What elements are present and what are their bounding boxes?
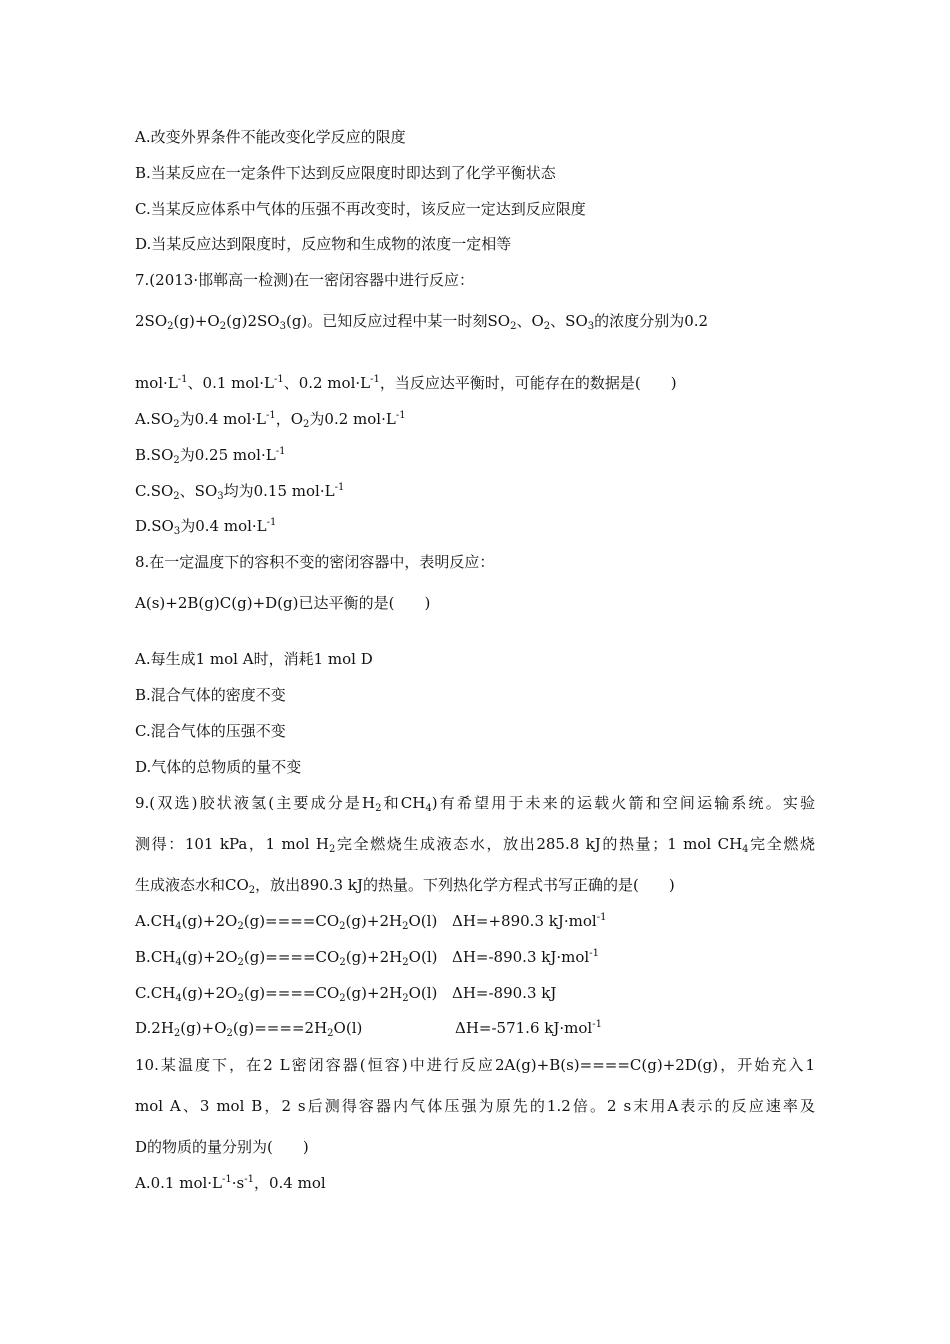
q9-option-d [135, 1018, 362, 1038]
q8-option-c: C.混合气体的压强不变 [135, 722, 286, 740]
q10-stem-line-2: mol A、3 mol B，2 s后测得容器内气体压强为原先的1.2倍。2 s末用A表示的反应速率及 [135, 1097, 815, 1115]
q9-option-b [135, 947, 437, 967]
q9-stem-line-1: 9.(双选)胶状液氢(主要成分是$H_2$和$CH_4$)有希望用于未来的运载火箭和空间运输系统。实验 [135, 794, 816, 814]
q8-option-d: D.气体的总物质的量不变 [135, 758, 302, 776]
q7-option-d: $D.SO_3$为0.4 $mol\cdot L^{-1}$ [135, 517, 277, 537]
q9-option-c [135, 983, 437, 1003]
q8-option-b: B.混合气体的密度不变 [135, 686, 286, 704]
q8-stem: 8.在一定温度下的容积不变的密闭容器中，表明反应： [135, 553, 495, 571]
q10-stem-line-1: 10.某温度下，在2 L密闭容器(恒容)中进行反应2A(g)+B(s)====C(g)+2D(g)，开始充入1 [135, 1056, 815, 1074]
q9-option-c-enthalpy: ΔH=-890.3 kJ [452, 984, 557, 1002]
q7-option-c: $C.SO_2$、$SO_3$均为0.15 $mol\cdot L^{-1}$ [135, 482, 345, 502]
q9-stem-line-3: 生成液态水和$CO_2$，放出890.3 kJ的热量。下列热化学方程式书写正确的是( ) [135, 876, 675, 896]
q6-option-b: B.当某反应在一定条件下达到反应限度时即达到了化学平衡状态 [135, 164, 556, 182]
q9-option-a-equation: $A.CH_4(g)+2O_2(g)====CO_2(g)+2H_2O(l)$ [135, 912, 438, 932]
q7-option-b: $B.SO_2$为0.25 $mol\cdot L^{-1}$ [135, 446, 286, 466]
q10-option-a: A.0.1 $mol\cdot L^{-1}\cdot s^{-1}$，0.4 mol [135, 1174, 326, 1192]
q6-option-a: A.改变外界条件不能改变化学反应的限度 [135, 128, 406, 146]
q9-option-d-equation: $D.2H_2(g)+O_2(g)====2H_2O(l)$ [135, 1019, 363, 1039]
q10-stem-line-3: D的物质的量分别为( ) [135, 1138, 309, 1156]
q7-option-a: $A.SO_2$为0.4 $mol\cdot L^{-1}$，$O_2$为0.2 $mol\cdot L^{-1}$ [135, 410, 406, 430]
q7-stem-continued: $mol\cdot L^{-1}$、0.1 $mol\cdot L^{-1}$、0.2 $mol\cdot L^{-1}$，当反应达平衡时，可能存在的数据是( ) [135, 374, 677, 392]
q8-option-a: A.每生成1 mol A时，消耗1 mol D [135, 650, 373, 668]
q6-option-d: D.当某反应达到限度时，反应物和生成物的浓度一定相等 [135, 235, 512, 253]
q9-option-a-enthalpy: ΔH=+890.3 kJ·mol$^{-1}$ [452, 912, 607, 930]
q9-option-d-enthalpy: ΔH=-571.6 kJ·mol$^{-1}$ [455, 1019, 602, 1037]
q9-stem-line-2: 测得：101 kPa，1 mol $H_2$完全燃烧生成液态水，放出285.8 kJ的热量；1 mol $CH_4$完全燃烧 [135, 835, 815, 855]
q9-option-b-equation: $B.CH_4(g)+2O_2(g)====CO_2(g)+2H_2O(l)$ [135, 948, 438, 968]
q7-stem: 7.(2013·邯郸高一检测)在一密闭容器中进行反应： [135, 271, 474, 289]
q9-option-a [135, 911, 437, 931]
q9-option-c-equation: $C.CH_4(g)+2O_2(g)====CO_2(g)+2H_2O(l)$ [135, 984, 438, 1004]
q8-equation: A(s)+2B(g)C(g)+D(g)已达平衡的是( ) [135, 594, 431, 612]
q9-option-b-enthalpy: ΔH=-890.3 kJ·mol$^{-1}$ [452, 948, 599, 966]
q7-equation: $2SO_2(g)+O_2(g)2SO_3(g)$。已知反应过程中某一时刻$SO_2$、$O_2$、$SO_3$的浓度分别为0.2 [135, 312, 709, 332]
q6-option-c: C.当某反应体系中气体的压强不再改变时，该反应一定达到反应限度 [135, 200, 586, 218]
